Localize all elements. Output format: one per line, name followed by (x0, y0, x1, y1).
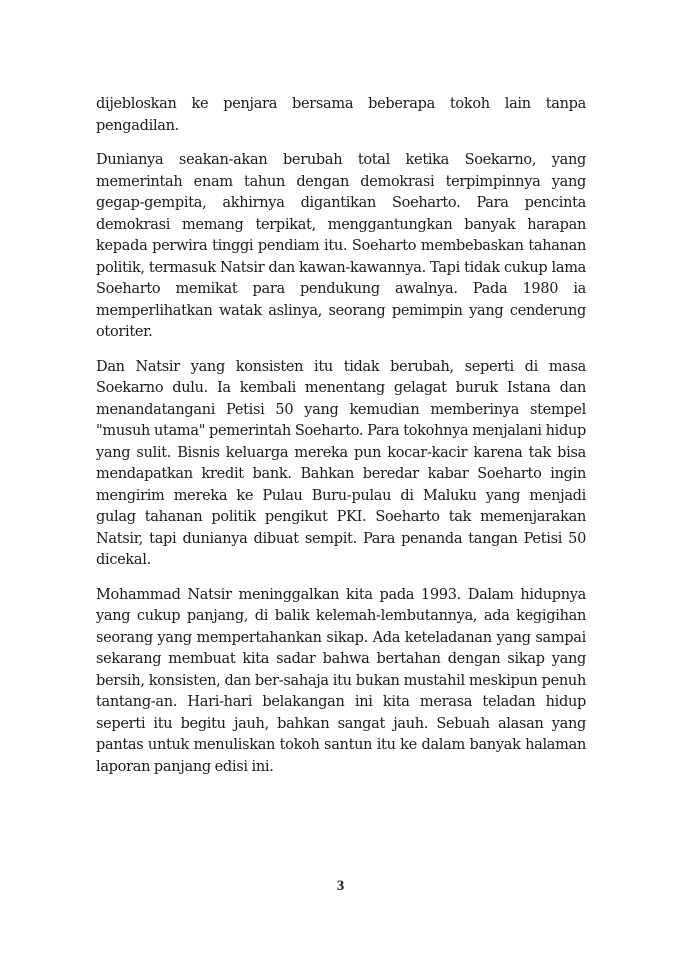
paragraph-4: Mohammad Natsir meninggalkan kita pada 1993. Dalam hidupnya yang cukup panjang, di balik kelemah-lembutannya, ada kegigihan seorang yang mempertahankan sikap. Ada keteladanan yang sampai sekarang membuat kita sadar bahwa bertahan dengan sikap yang bersih, konsisten, dan ber-sahaja itu bukan mustahil meskipun penuh tantang-an. Hari-hari belakangan ini kita merasa teladan hidup seperti itu begitu jauh, bahkan sangat jauh. Sebuah alasan yang pantas untuk menuliskan tokoh santun itu ke dalam banyak halaman laporan panjang edisi ini. (96, 586, 586, 775)
paragraph-2: Dunianya seakan-akan berubah total ketika Soekarno, yang memerintah enam tahun dengan demokrasi terpimpinnya yang gegap-gempita, akhirnya digantikan Soeharto. Para pencinta demokrasi memang terpikat, menggantungkan banyak harapan kepada perwira tinggi pendiam itu. Soeharto membebaskan tahanan politik, termasuk Natsir dan kawan-kawannya. Tapi tidak cukup lama Soeharto memikat para pendukung awalnya. Pada 1980 ia memperlihatkan watak aslinya, seorang pemimpin yang cenderung otoriter. (96, 152, 586, 340)
body-text (96, 94, 586, 791)
page-number: 3 (336, 878, 345, 894)
paragraph-3: Dan Natsir yang konsisten itu tidak berubah, seperti di masa Soekarno dulu. Ia kembali menentang gelagat buruk Istana dan menandatangani Petisi 50 yang kemudian memberinya stempel "musuh utama" pemerintah Soeharto. Para tokohnya menjalani hidup yang sulit. Bisnis keluarga mereka pun kocar-kacir karena tak bisa mendapatkan kredit bank. Bahkan beredar kabar Soeharto ingin mengirim mereka ke Pulau Buru-pulau di Maluku yang menjadi gulag tahanan politik pengikut PKI. Soeharto tak memenjarakan Natsir, tapi dunianya dibuat sempit. Para penanda tangan Petisi 50 dicekal. (96, 358, 586, 568)
paragraph-1: dijebloskan ke penjara bersama beberapa tokoh lain tanpa pengadilan. (96, 96, 586, 134)
